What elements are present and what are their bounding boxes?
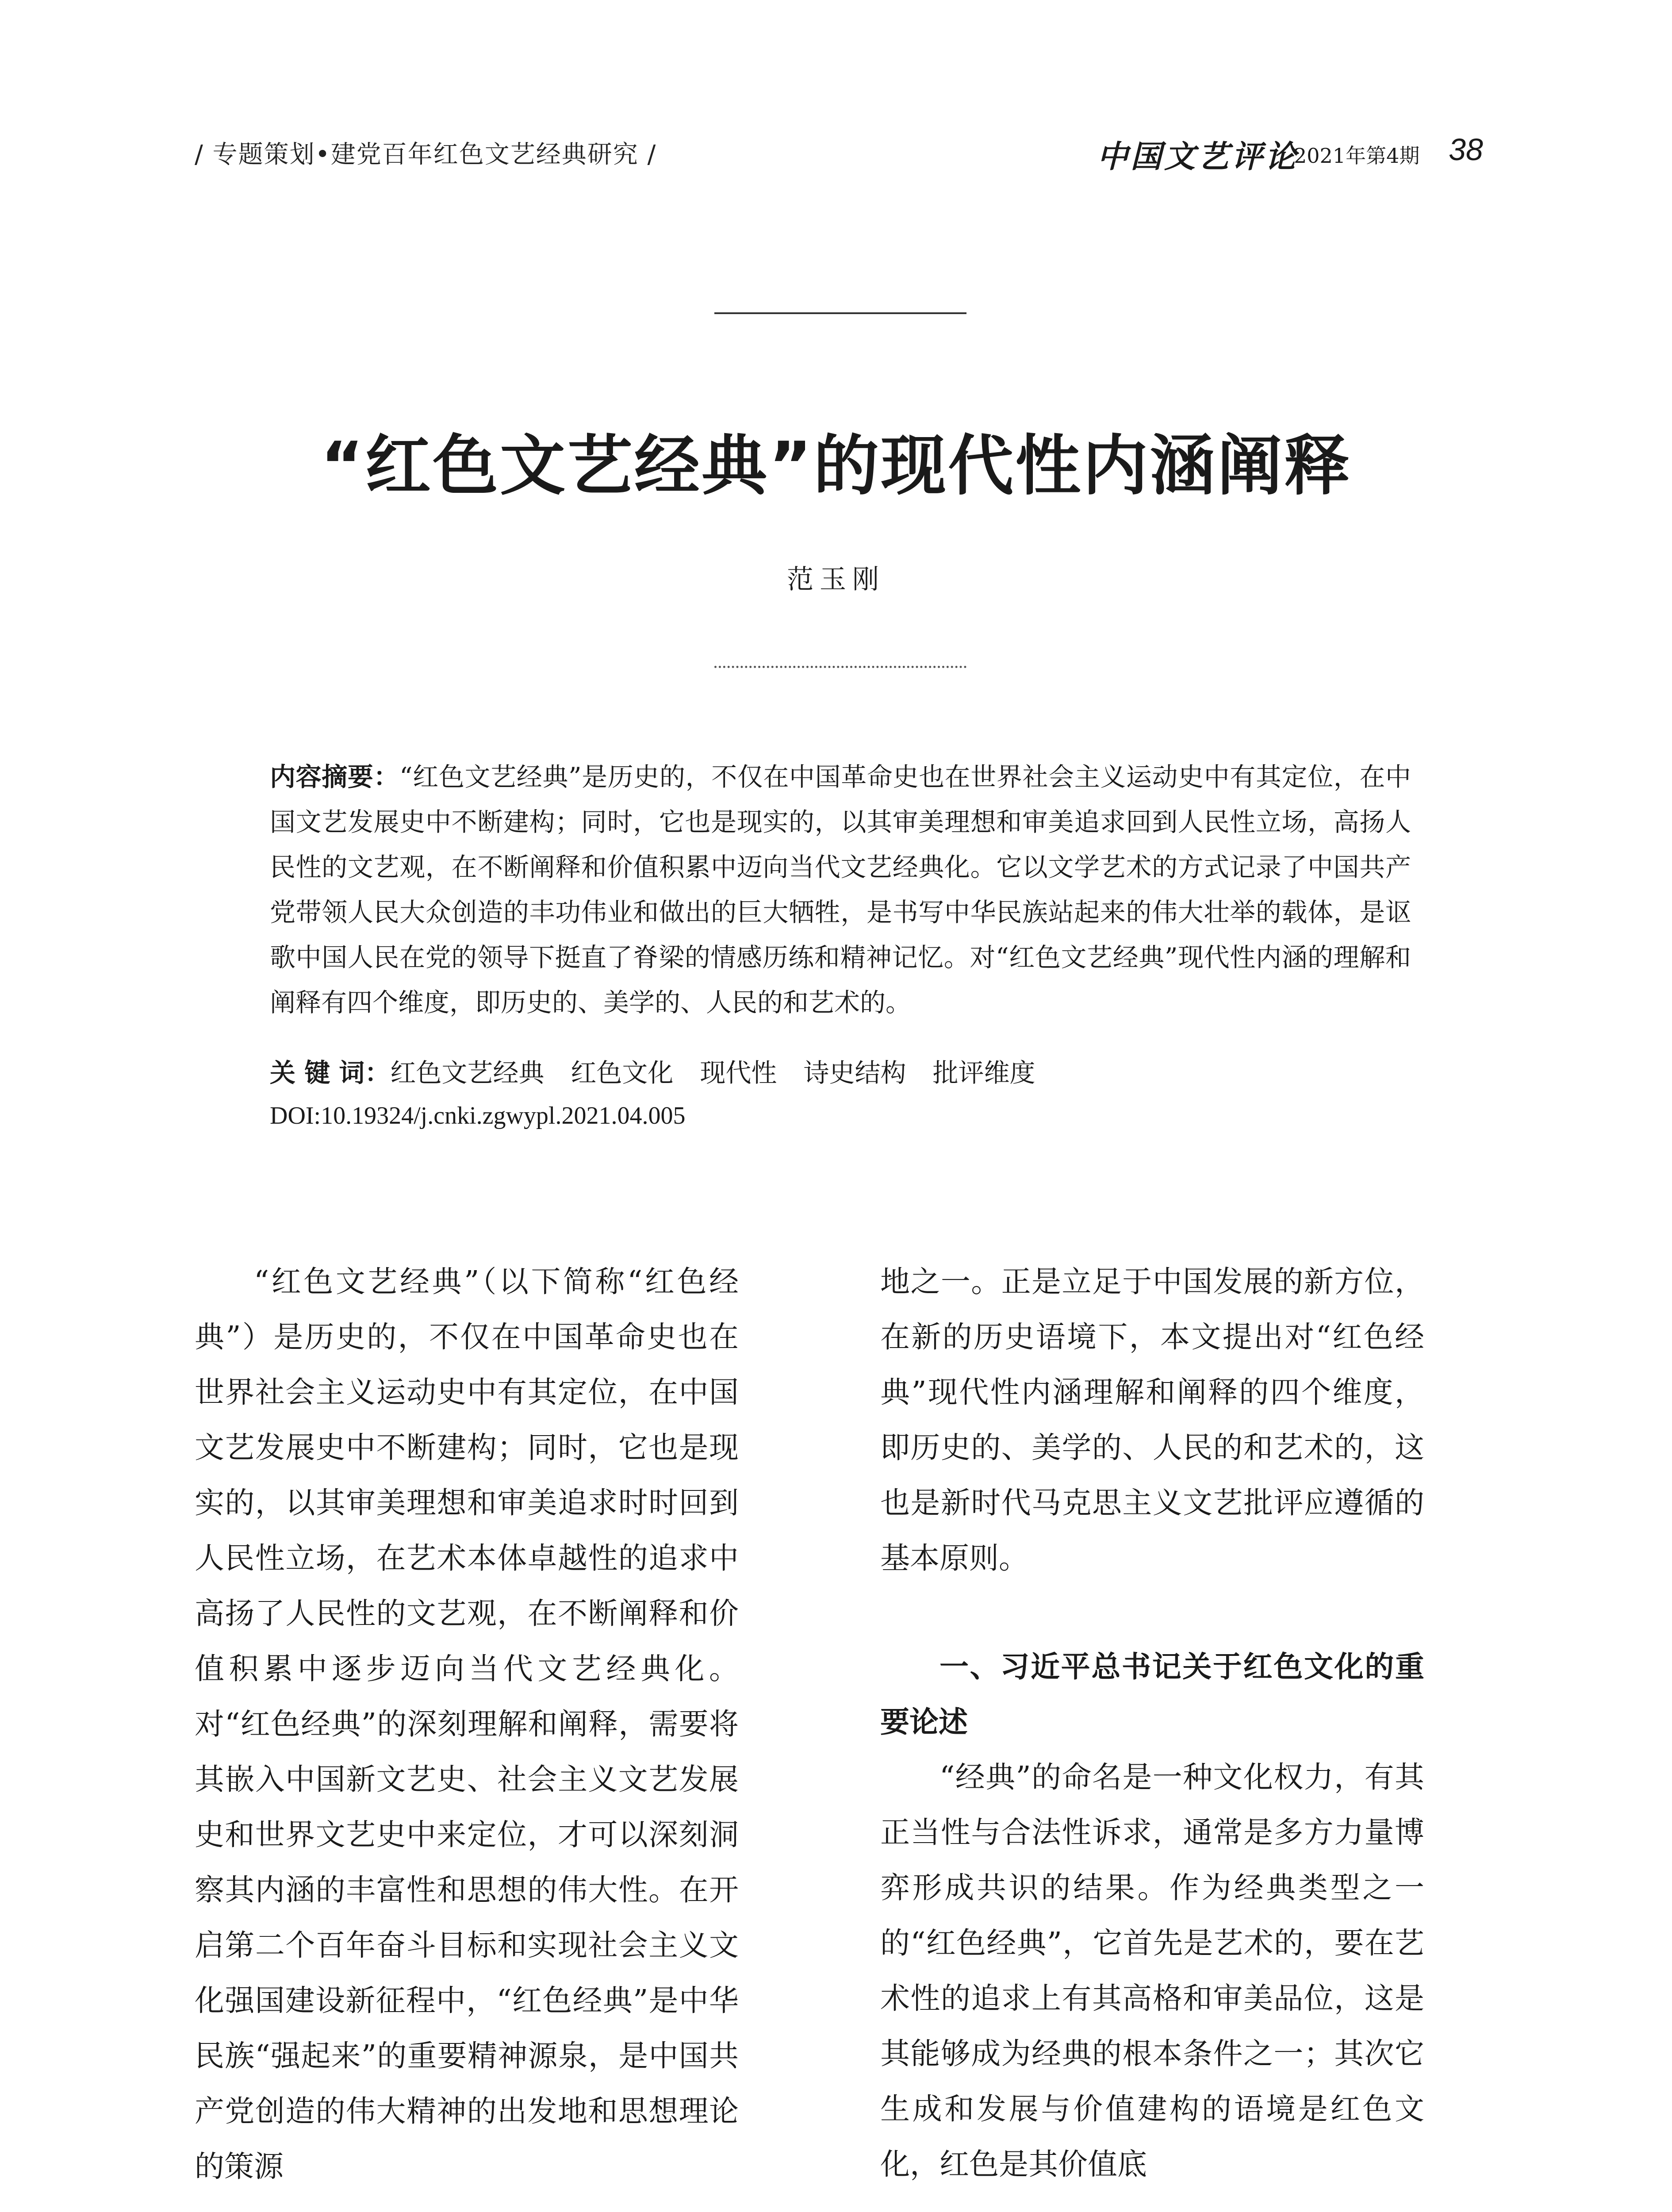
- page-number: 38: [1449, 132, 1483, 167]
- running-head: / 专题策划•建党百年红色文艺经典研究 /: [195, 140, 657, 169]
- keyword: 红色文艺经典: [390, 1058, 545, 1088]
- abstract-text: “红色文艺经典”是历史的，不仅在中国革命史也在世界社会主义运动史中有其定位，在中国文艺发展史中不断建构；同时，它也是现实的，以其审美理想和审美追求回到人民性立场，高扬人民性的文艺观，在不断阐释和价值积累中迈向当代文艺经典化。它以文学艺术的方式记录了中国共产党带领人民大众创造的丰功伟业和做出的巨大牺牲，是书写中华民族站起来的伟大壮举的载体，是讴歌中国人民在党的领导下挺直了脊梁的情感历练和精神记忆。对“红色文艺经典”现代性内涵的理解和阐释有四个维度，即历史的、美学的、人民的和艺术的。: [270, 762, 1411, 1018]
- keywords: [270, 1052, 1411, 1089]
- title-rule-top: [714, 312, 966, 314]
- keyword: 红色文化: [571, 1058, 674, 1088]
- abstract: [270, 754, 1411, 1025]
- issue-label: 2021年第4期: [1294, 144, 1420, 168]
- journal-name: 中国文艺评论: [1097, 138, 1299, 175]
- doi: DOI:10.19324/j.cnki.zgwypl.2021.04.005: [270, 1102, 686, 1129]
- article-title: “红色文艺经典”的现代性内涵阐释: [320, 428, 1352, 504]
- keywords-label: 关 键 词：: [270, 1058, 391, 1088]
- body-paragraph: “经典”的命名是一种文化权力，有其正当性与合法性诉求，通常是多方力量博弈形成共识的结果。作为经典类型之一的“红色经典”，它首先是艺术的，要在艺术性的追求上有其高格和审美品位，这是其能够成为经典的根本条件之一；其次它生成和发展与价值建构的语境是红色文化，红色是其价值底: [880, 1760, 1424, 2181]
- abstract-label: 内容摘要：: [270, 762, 400, 792]
- keyword: 批评维度: [932, 1058, 1035, 1088]
- keyword: 诗史结构: [803, 1058, 906, 1088]
- title-rule-dotted: [714, 666, 966, 668]
- body-column-left: [195, 1254, 739, 2194]
- body-paragraph: 地之一。正是立足于中国发展的新方位，在新的历史语境下，本文提出对“红色经典”现代性内涵理解和阐释的四个维度，即历史的、美学的、人民的和艺术的，这也是新时代马克思主义文艺批评应遵循的基本原则。: [880, 1264, 1424, 1575]
- keyword: 现代性: [700, 1058, 777, 1088]
- section-heading: 一、习近平总书记关于红色文化的重要论述: [880, 1650, 1424, 1739]
- author-name: 范玉刚: [787, 564, 885, 595]
- body-column-right: [880, 1254, 1424, 2192]
- body-paragraph: “红色文艺经典”（以下简称“红色经典”）是历史的，不仅在中国革命史也在世界社会主义运动史中有其定位，在中国文艺发展史中不断建构；同时，它也是现实的，以其审美理想和审美追求时时回到人民性立场，在艺术本体卓越性的追求中高扬了人民性的文艺观，在不断阐释和价值积累中逐步迈向当代文艺经典化。对“红色经典”的深刻理解和阐释，需要将其嵌入中国新文艺史、社会主义文艺发展史和世界文艺史中来定位，才可以深刻洞察其内涵的丰富性和思想的伟大性。在开启第二个百年奋斗目标和实现社会主义文化强国建设新征程中，“红色经典”是中华民族“强起来”的重要精神源泉，是中国共产党创造的伟大精神的出发地和思想理论的策源: [195, 1264, 739, 2184]
